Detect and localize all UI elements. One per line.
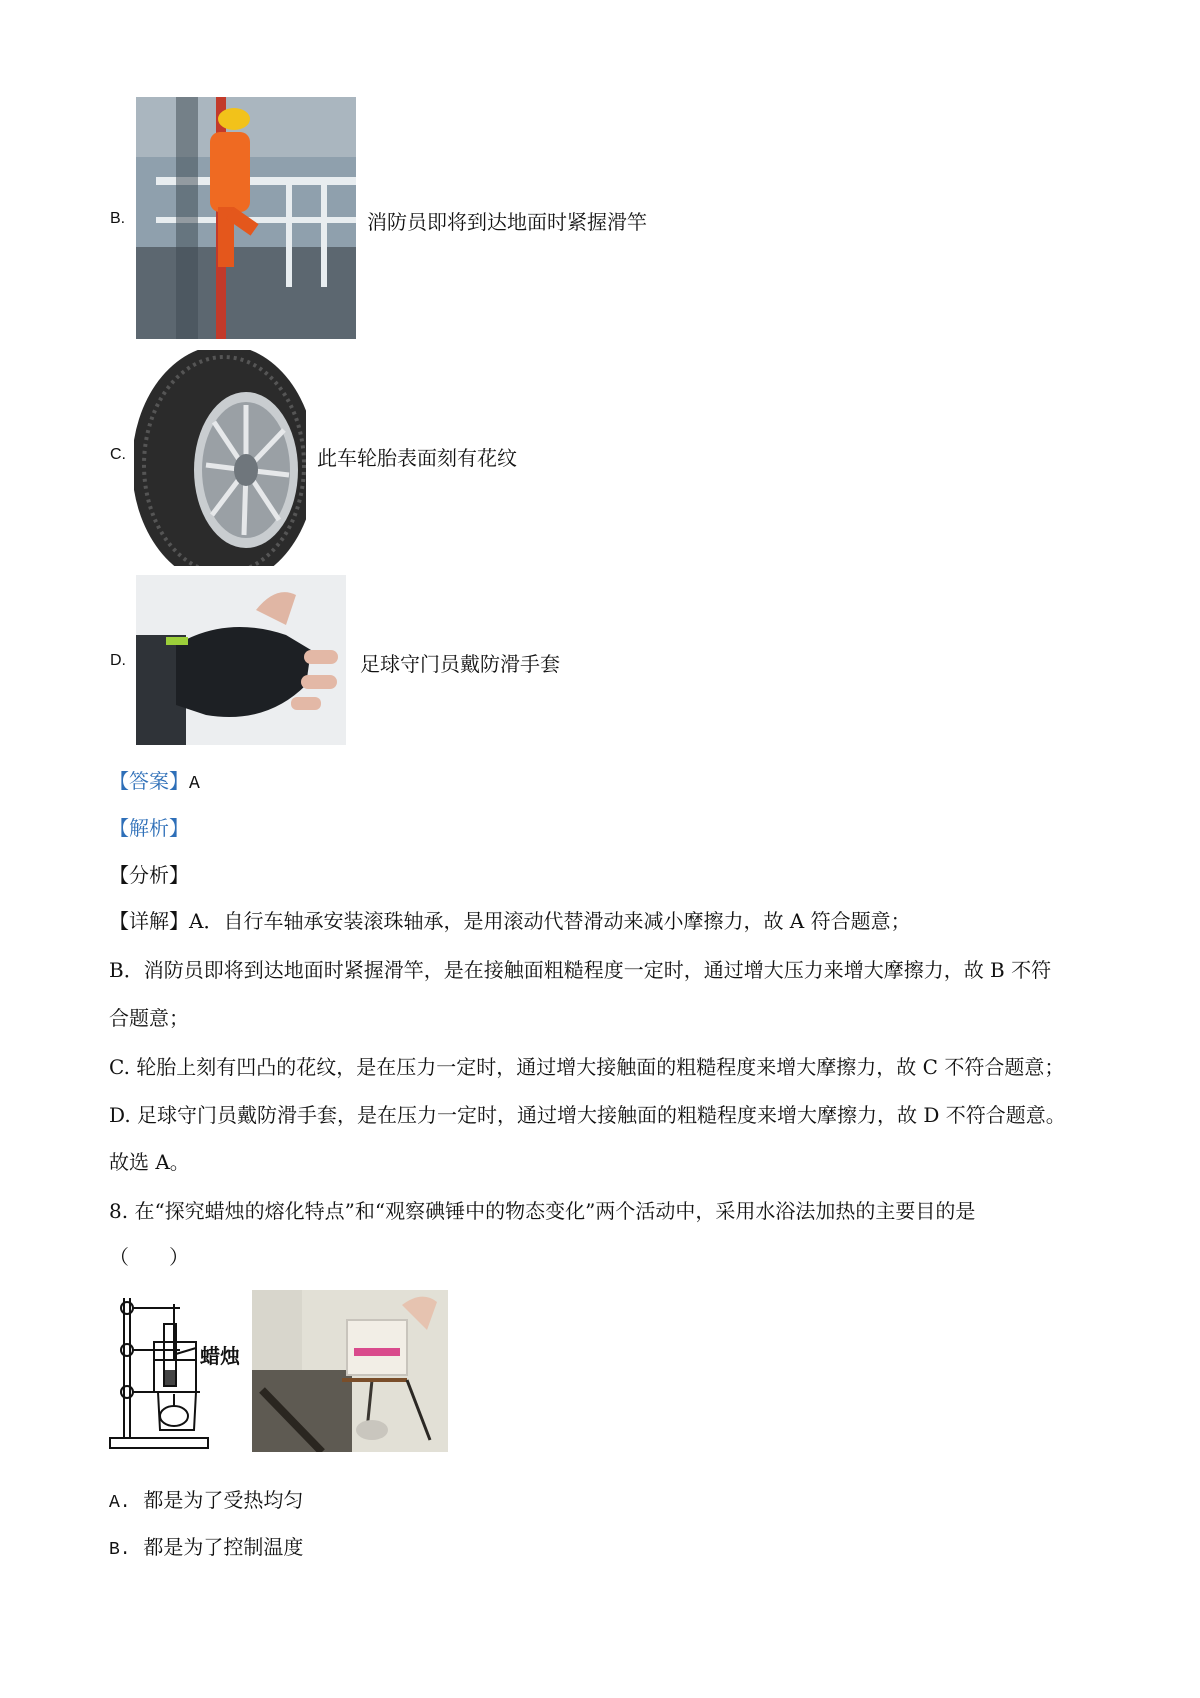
choice-a	[109, 1486, 303, 1517]
answer-line	[109, 767, 200, 798]
choice-b	[109, 1533, 303, 1564]
analysis-label: 【解析】	[109, 816, 189, 840]
tire-image	[134, 350, 306, 566]
detail-line-2: B．消防员即将到达地面时紧握滑竿，是在接触面粗糙程度一定时，通过增大压力来增大摩擦力，故 B 不符	[109, 958, 1052, 982]
option-c-text: 此车轮胎表面刻有花纹	[317, 446, 517, 470]
answer-value: A	[189, 774, 200, 794]
choice-a-text: 都是为了受热均匀	[143, 1488, 304, 1512]
fenxi-label: 【分析】	[109, 863, 189, 887]
firefighter-image	[136, 97, 356, 339]
iodine-hammer-photo	[252, 1290, 448, 1452]
detail-line-4: C. 轮胎上刻有凹凸的花纹，是在压力一定时，通过增大接触面的粗糙程度来增大摩擦力，故 C 不符合题意；	[109, 1055, 1065, 1079]
detail-label: 【详解】	[109, 909, 189, 933]
detail-text-1: A．自行车轴承安装滚珠轴承，是用滚动代替滑动来减小摩擦力，故 A 符合题意；	[189, 909, 911, 933]
glove-image	[136, 575, 346, 745]
option-b-text: 消防员即将到达地面时紧握滑竿	[367, 210, 647, 234]
detail-line-5: D. 足球守门员戴防滑手套，是在压力一定时，通过增大接触面的粗糙程度来增大摩擦力，故 D 不符合题意。	[109, 1103, 1066, 1127]
question-8-paren: （ ）	[109, 1245, 189, 1269]
detail-line-6: 故选 A。	[109, 1150, 190, 1174]
choice-b-text: 都是为了控制温度	[143, 1535, 304, 1559]
detail-line-3: 合题意；	[109, 1006, 189, 1030]
choice-b-letter: B.	[109, 1540, 131, 1560]
option-b-letter: B.	[110, 210, 126, 227]
question-8-stem: 8. 在“探究蜡烛的熔化特点”和“观察碘锤中的物态变化”两个活动中，采用水浴法加热的主要目的是	[109, 1199, 976, 1223]
option-d-letter: D.	[110, 652, 126, 669]
answer-label: 【答案】	[109, 769, 189, 793]
option-c-letter: C.	[110, 446, 126, 463]
option-d-text: 足球守门员戴防滑手套	[360, 652, 560, 676]
candle-label: 蜡烛	[200, 1344, 240, 1368]
choice-a-letter: A.	[109, 1493, 131, 1513]
detail-line-1	[109, 907, 911, 935]
